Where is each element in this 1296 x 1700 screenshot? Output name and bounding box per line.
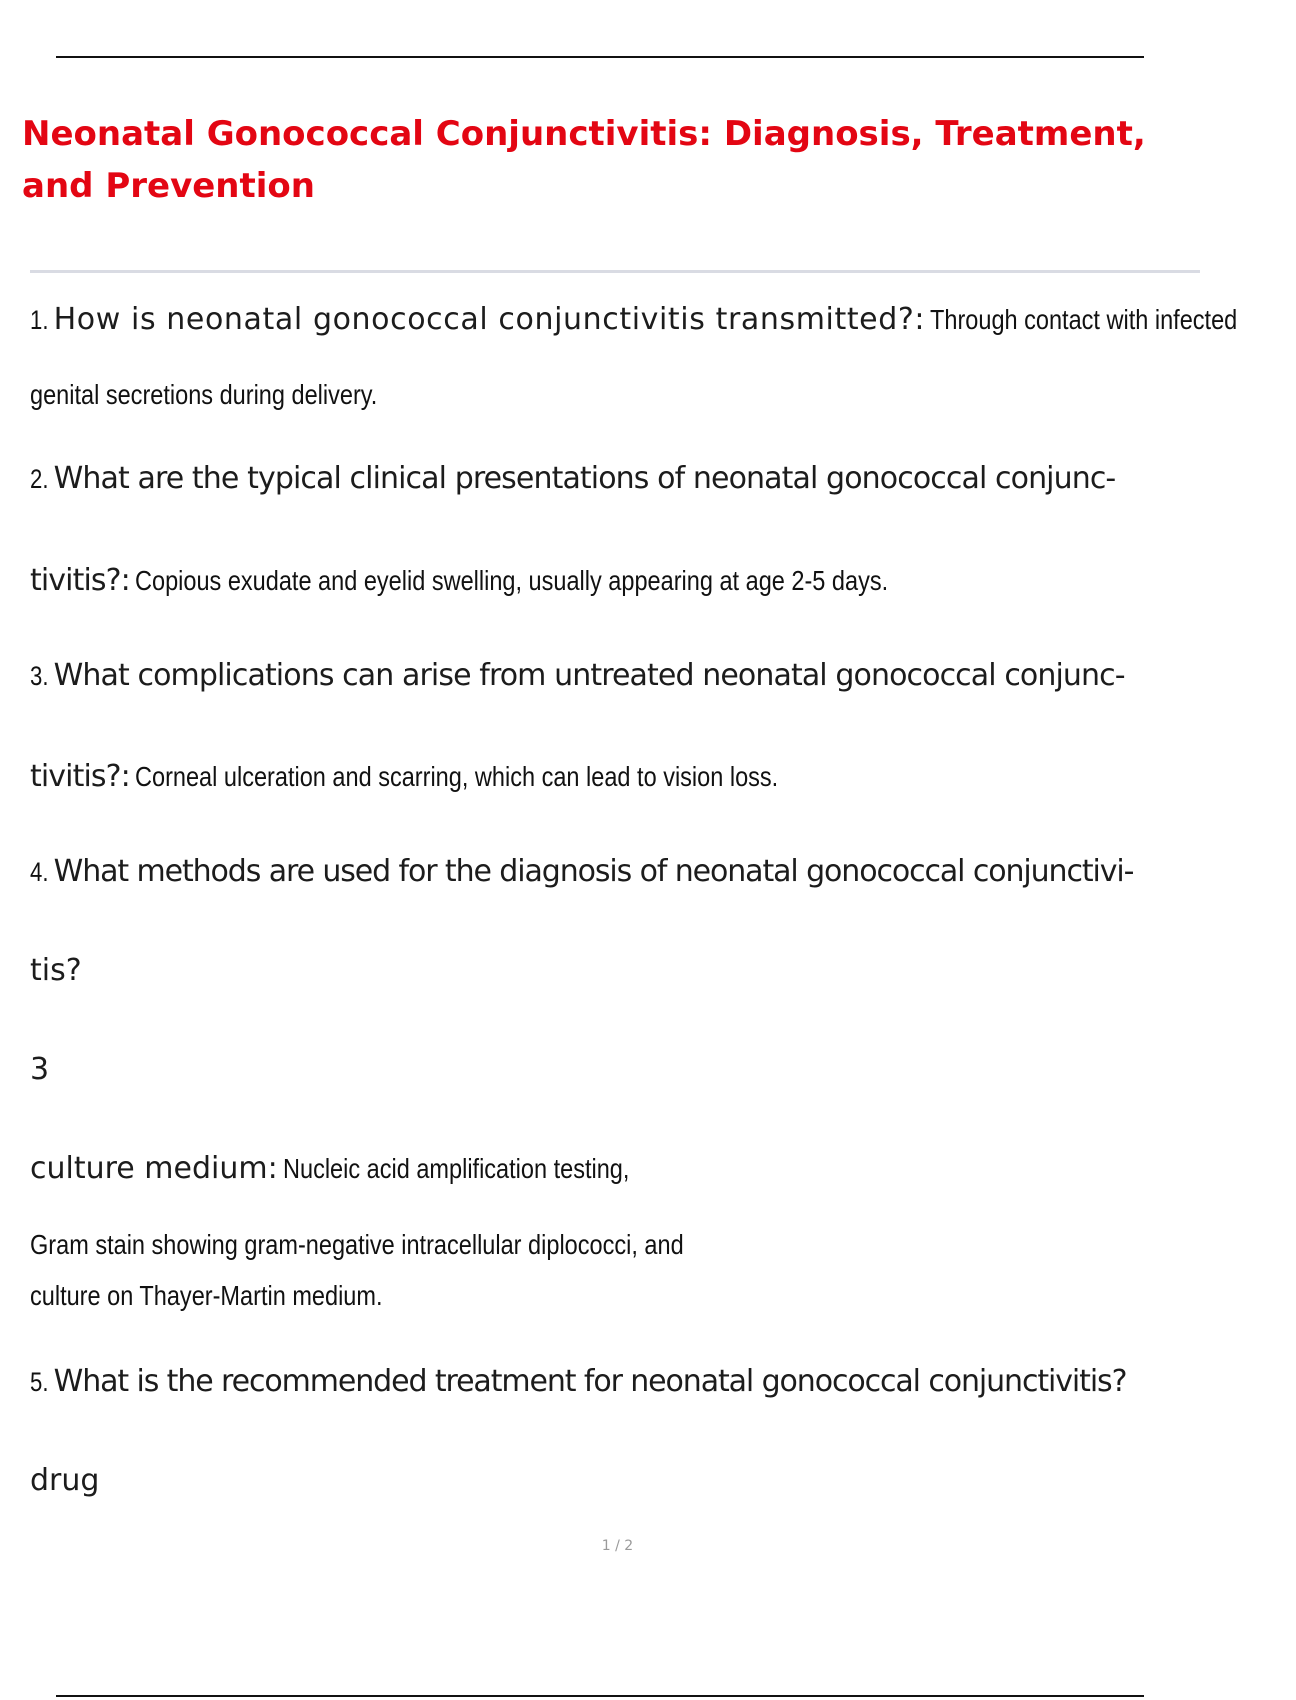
item-4-answer-2: Gram stain showing gram-negative intracellular diplococci, and bbox=[30, 1229, 684, 1260]
document-title bbox=[22, 108, 1197, 212]
item-3-question: What complications can arise from untreated neonatal gonococcal conjunc- bbox=[53, 658, 1125, 693]
item-2-question-line bbox=[30, 461, 1115, 496]
top-rule bbox=[56, 56, 1144, 58]
item-4-question-continued-line bbox=[30, 953, 82, 988]
item-5-question: What is the recommended treatment for neonatal gonococcal conjunctivitis? bbox=[53, 1364, 1127, 1399]
item-4-answer-3: culture on Thayer-Martin medium. bbox=[30, 1280, 383, 1311]
item-4-fragment-3: 3 bbox=[30, 1052, 50, 1087]
item-3-question-continued: tivitis?: bbox=[30, 759, 130, 794]
item-4-question-line bbox=[30, 854, 1133, 889]
item-4-question-continued: tis? bbox=[30, 953, 82, 988]
item-5-question-line bbox=[30, 1364, 1126, 1399]
item-2-answer: Copious exudate and eyelid swelling, usually appearing at age 2-5 days. bbox=[134, 565, 889, 596]
item-4-question: What methods are used for the diagnosis of neonatal gonococcal conjunctivi- bbox=[53, 854, 1134, 889]
item-1-answer-continued: genital secretions during delivery. bbox=[30, 379, 378, 410]
title-line-1: Neonatal Gonococcal Conjunctivitis: Diagnosis, Treatment, bbox=[22, 114, 1146, 154]
item-4-answer-1: Nucleic acid amplification testing, bbox=[282, 1153, 630, 1184]
item-4-fragment-label: culture medium: bbox=[30, 1151, 278, 1186]
item-4-fragment-line bbox=[30, 1052, 49, 1087]
item-2-question: What are the typical clinical presentations of neonatal gonococcal conjunc- bbox=[53, 461, 1116, 496]
item-5-fragment-line bbox=[30, 1463, 99, 1498]
item-4-answer-line-1 bbox=[30, 1151, 695, 1186]
item-1-question: How is neonatal gonococcal conjunctivitis transmitted?: bbox=[53, 302, 926, 337]
item-2-number: 2. bbox=[30, 464, 49, 494]
bottom-rule bbox=[56, 1695, 1144, 1697]
item-3-number: 3. bbox=[30, 661, 49, 691]
item-1-answer: Through contact with infected bbox=[930, 304, 1238, 335]
item-2-question-continued: tivitis?: bbox=[30, 563, 130, 598]
title-line-2: and Prevention bbox=[22, 166, 315, 206]
title-divider bbox=[30, 270, 1200, 273]
page-indicator: 1 / 2 bbox=[601, 1538, 634, 1554]
item-3-answer-line bbox=[30, 759, 901, 794]
item-4-number: 4. bbox=[30, 857, 49, 887]
item-3-question-line bbox=[30, 658, 1125, 693]
item-5-fragment: drug bbox=[30, 1463, 100, 1498]
item-5-number: 5. bbox=[30, 1367, 49, 1397]
item-1-question-line bbox=[30, 302, 1296, 337]
item-3-answer: Corneal ulceration and scarring, which can lead to vision loss. bbox=[134, 761, 779, 792]
item-2-answer-line bbox=[30, 563, 1032, 598]
item-1-number: 1. bbox=[30, 305, 49, 335]
